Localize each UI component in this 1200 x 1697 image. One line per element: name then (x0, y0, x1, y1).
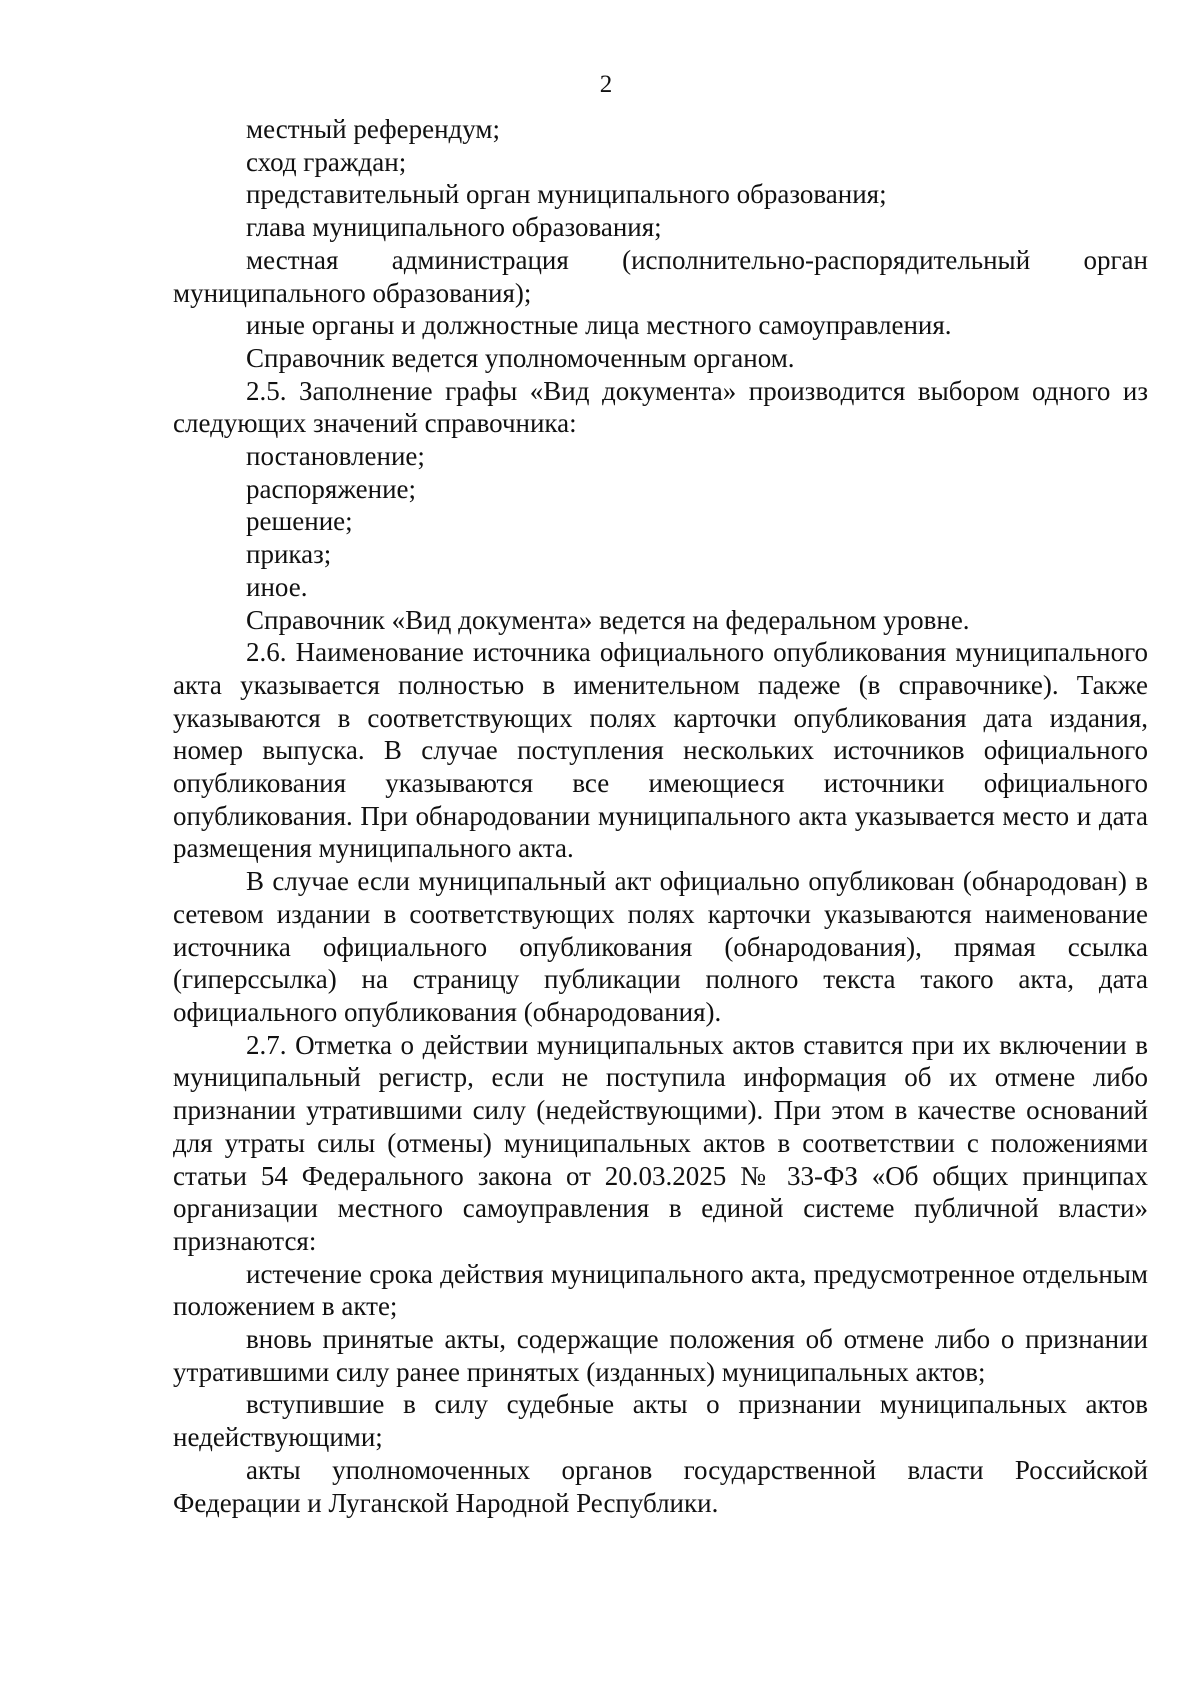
paragraph-section-2-5: 2.5. Заполнение графы «Вид документа» производится выбором одного из следующих значений справочника: (173, 375, 1148, 439)
paragraph-directory-maintained: Справочник ведется уполномоченным органом. (246, 342, 795, 373)
paragraph-document-type-directory: Справочник «Вид документа» ведется на федеральном уровне. (246, 604, 970, 635)
page-number: 2 (599, 71, 613, 98)
list-item-new-acts: вновь принятые акты, содержащие положения об отмене либо о признании утратившими силу ранее принятых (изданных) муниципальных актов; (173, 1324, 1148, 1387)
list-item-other: иное. (246, 571, 308, 602)
list-item-head-of-municipality: глава муниципального образования; (246, 212, 662, 243)
paragraph-network-publication: В случае если муниципальный акт официально опубликован (обнародован) в сетевом издании в соответствующих полях карточки указываются наименование источника официального опубликования (обнародования), прямая ссылка (гиперссылка) на страницу публикации полного текста такого акта, дата официального опубликования (обнародования). (173, 866, 1148, 1027)
paragraph-section-2-7: 2.7. Отметка о действии муниципальных актов ставится при их включении в муниципальный регистр, если не поступила информация об их отмене либо признании утратившими силу (недействующими). При этом в качестве оснований для утраты силы (отмены) муниципальных актов в соответствии с положениями статьи 54 Федерального закона от 20.03.2025 № 33-ФЗ «Об общих принципах организации местного самоуправления в единой системе публичной власти» признаются: (173, 1029, 1148, 1256)
list-item-decision: решение; (246, 506, 353, 537)
document-body (173, 113, 1148, 1519)
paragraph-section-2-6: 2.6. Наименование источника официального опубликования муниципального акта указывается полностью в именительном падеже (в справочнике). Также указываются в соответствующих полях карточки опубликования дата издания, номер выпуска. В случае поступления нескольких источников официального опубликования указываются все имеющиеся источники официального опубликования. При обнародовании муниципального акта указывается место и дата размещения муниципального акта. (173, 637, 1148, 864)
list-item-representative-body: представительный орган муниципального образования; (246, 179, 887, 210)
list-item-local-referendum: местный референдум; (246, 114, 501, 144)
list-item-local-administration: местная администрация (исполнительно-распорядительный орган муниципального образования); (173, 244, 1148, 308)
list-item-resolution: постановление; (246, 441, 425, 472)
list-item-order: распоряжение; (246, 473, 417, 504)
list-item-other-bodies: иные органы и должностные лица местного самоуправления. (246, 310, 952, 341)
list-item-citizens-gathering: сход граждан; (246, 146, 407, 177)
list-item-expiry: истечение срока действия муниципального акта, предусмотренное отдельным положением в акте; (173, 1258, 1148, 1322)
list-item-court-acts: вступившие в силу судебные акты о признании муниципальных актов недействующими; (173, 1389, 1148, 1453)
list-item-state-authority-acts: акты уполномоченных органов государственной власти Российской Федерации и Луганской Народной Республики. (173, 1454, 1148, 1518)
list-item-directive: приказ; (246, 539, 332, 570)
